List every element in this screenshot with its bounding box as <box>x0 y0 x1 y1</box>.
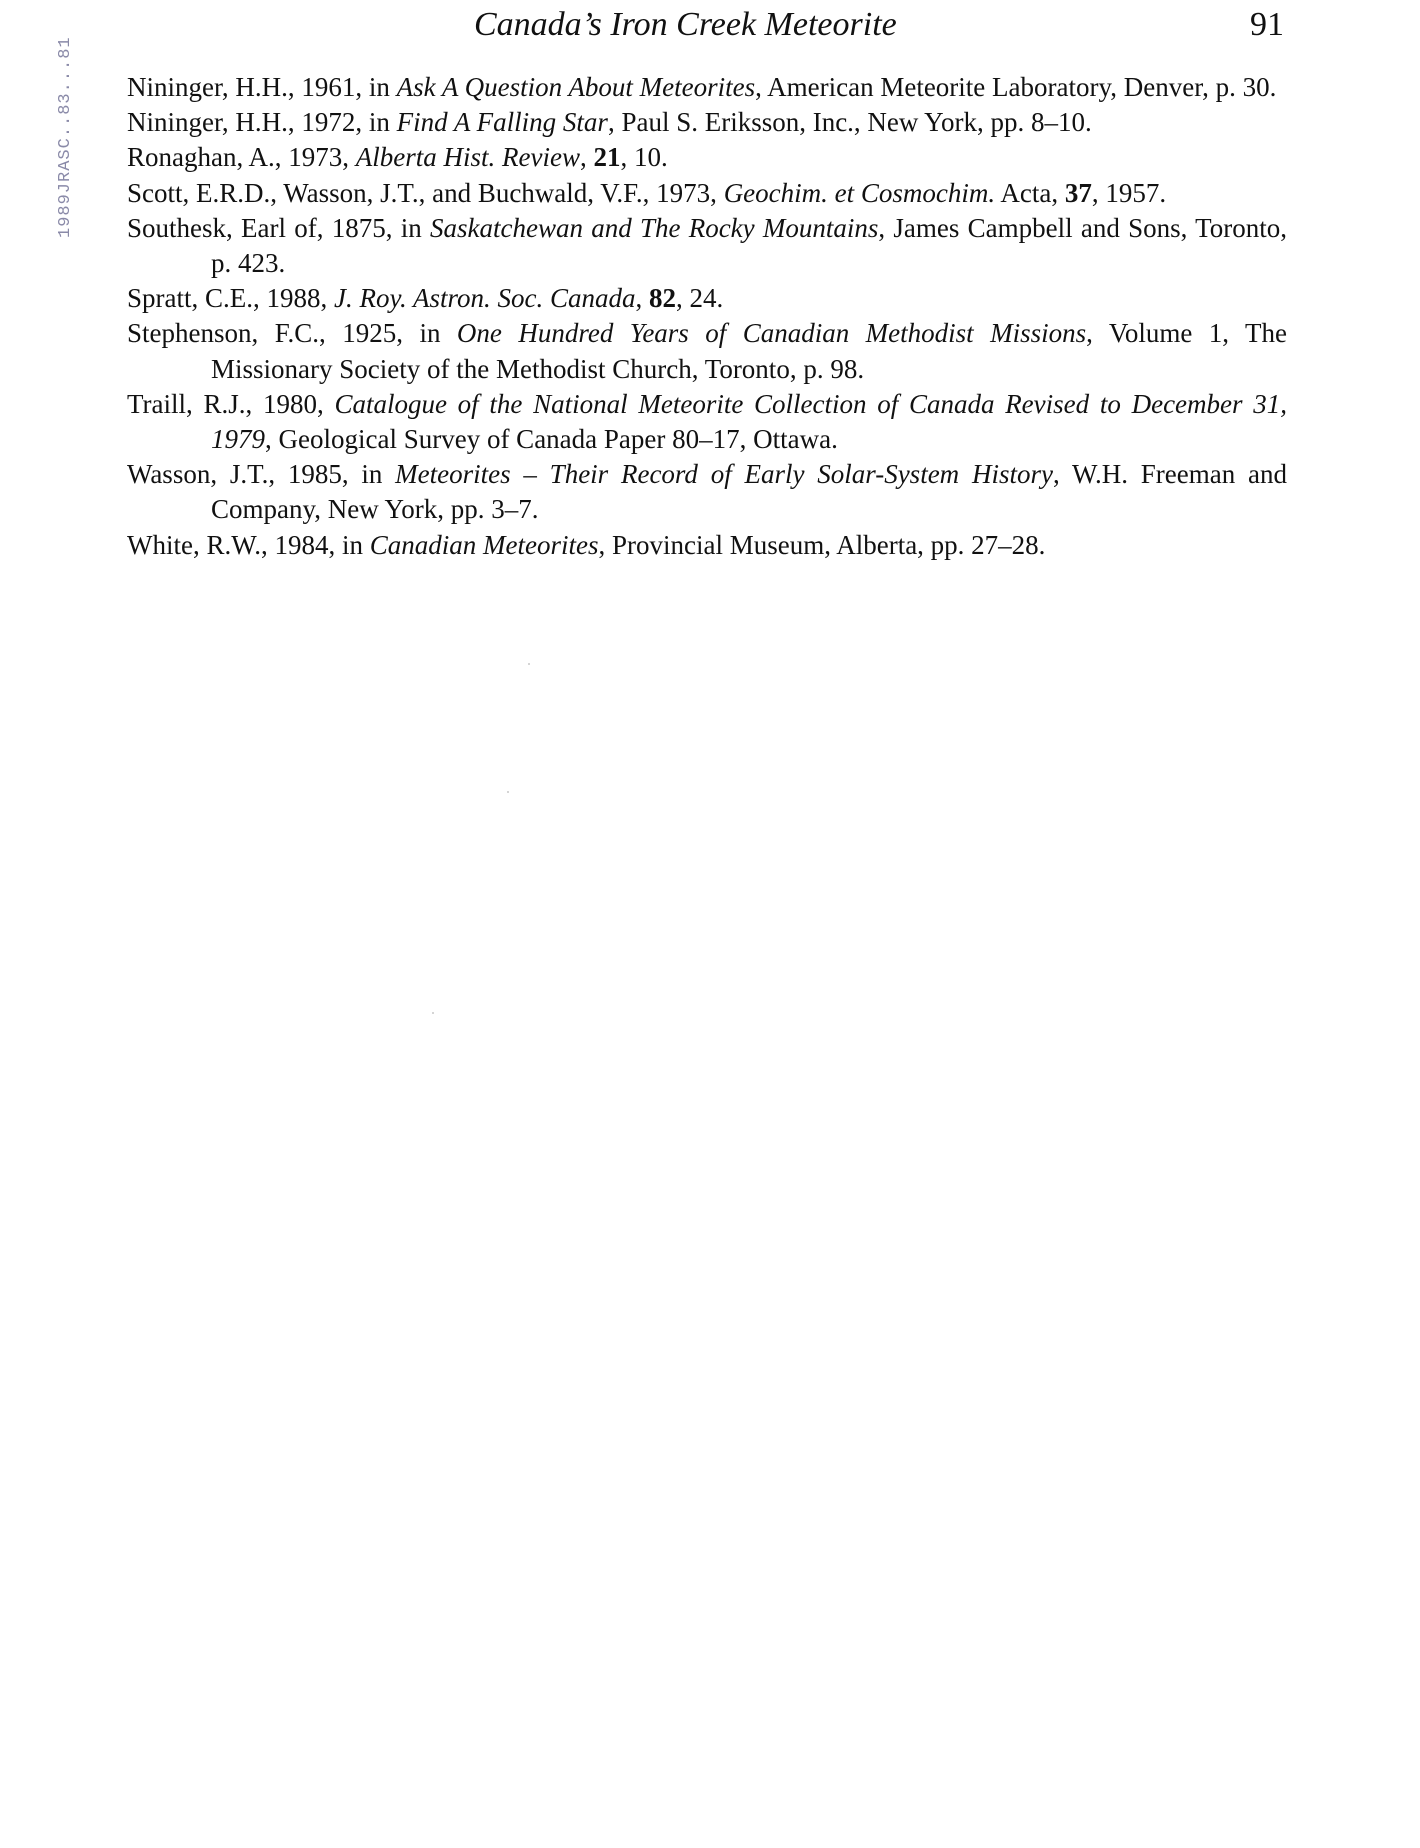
reference-entry <box>127 140 1287 175</box>
reference-details: , Paul S. Eriksson, Inc., New York, pp. 8–10. <box>607 107 1092 138</box>
reference-title: Geochim. et Cosmochim. <box>723 177 996 208</box>
reference-title: One Hundred Years of Canadian Methodist Missions <box>456 318 1087 349</box>
reference-entry <box>127 211 1287 281</box>
running-title: Canada’s Iron Creek Meteorite <box>474 6 897 43</box>
reference-authors: Stephenson, F.C., 1925, in <box>127 318 457 349</box>
reference-authors: Ronaghan, A., 1973, <box>127 142 356 173</box>
reference-title: Find A Falling Star <box>396 107 608 138</box>
reference-details: , Provincial Museum, Alberta, pp. 27–28. <box>598 529 1046 560</box>
side-stamp <box>56 0 80 240</box>
reference-authors: Wasson, J.T., 1985, in <box>127 459 396 490</box>
reference-entry <box>127 316 1287 386</box>
reference-authors: Spratt, C.E., 1988, <box>127 283 334 314</box>
reference-title: Alberta Hist. Review <box>355 142 580 173</box>
reference-entry <box>127 387 1287 457</box>
reference-details: , James Campbell and Sons, Toronto, p. 423. <box>211 212 1287 279</box>
reference-details: , Geological Survey of Canada Paper 80–17, Ottawa. <box>265 424 838 455</box>
reference-title: Canadian Meteorites <box>369 529 599 560</box>
reference-volume: 82 <box>648 283 676 314</box>
page-number: 91 <box>1250 6 1284 43</box>
reference-entry <box>127 105 1287 140</box>
side-stamp-text: 1989JRASC..83...81 <box>56 36 75 238</box>
scan-speck <box>432 1012 434 1014</box>
reference-details: , Volume 1, The Missionary Society of the Methodist Church, Toronto, p. 98. <box>211 318 1287 384</box>
reference-details: , 10. <box>620 142 668 173</box>
reference-volume: 21 <box>593 142 621 173</box>
reference-entry <box>127 70 1287 105</box>
scan-speck <box>507 791 509 793</box>
reference-authors: Nininger, H.H., 1961, in <box>127 72 397 102</box>
reference-title: Ask A Question About Meteorites <box>396 72 756 102</box>
reference-list <box>127 70 1287 563</box>
reference-authors: White, R.W., 1984, in <box>127 529 370 560</box>
reference-entry <box>127 457 1287 527</box>
reference-entry <box>127 176 1287 211</box>
reference-title: J. Roy. Astron. Soc. Canada <box>334 283 636 314</box>
reference-details: , W.H. Freeman and Company, New York, pp. 3–7. <box>211 459 1287 525</box>
reference-separator: , <box>635 283 649 314</box>
reference-title: Saskatchewan and The Rocky Mountains <box>429 212 879 243</box>
reference-authors: Traill, R.J., 1980, <box>127 388 335 419</box>
reference-details: , 24. <box>675 283 724 314</box>
reference-separator: Acta, <box>995 177 1065 208</box>
scan-speck <box>528 663 530 665</box>
reference-authors: Scott, E.R.D., Wasson, J.T., and Buchwald, V.F., 1973, <box>127 177 724 208</box>
reference-separator: , <box>579 142 594 173</box>
reference-details: , American Meteorite Laboratory, Denver, p. 30. <box>755 72 1277 102</box>
reference-title: Meteorites – Their Record of Early Solar-System History <box>395 459 1053 490</box>
reference-title: Catalogue of the National Meteorite Collection of Canada Revised to December 31, 1979 <box>211 388 1287 455</box>
reference-entry <box>127 528 1287 563</box>
reference-volume: 37 <box>1064 177 1092 208</box>
reference-entry <box>127 281 1287 316</box>
reference-details: , 1957. <box>1091 177 1167 208</box>
reference-authors: Nininger, H.H., 1972, in <box>127 107 397 138</box>
reference-authors: Southesk, Earl of, 1875, in <box>127 212 430 243</box>
